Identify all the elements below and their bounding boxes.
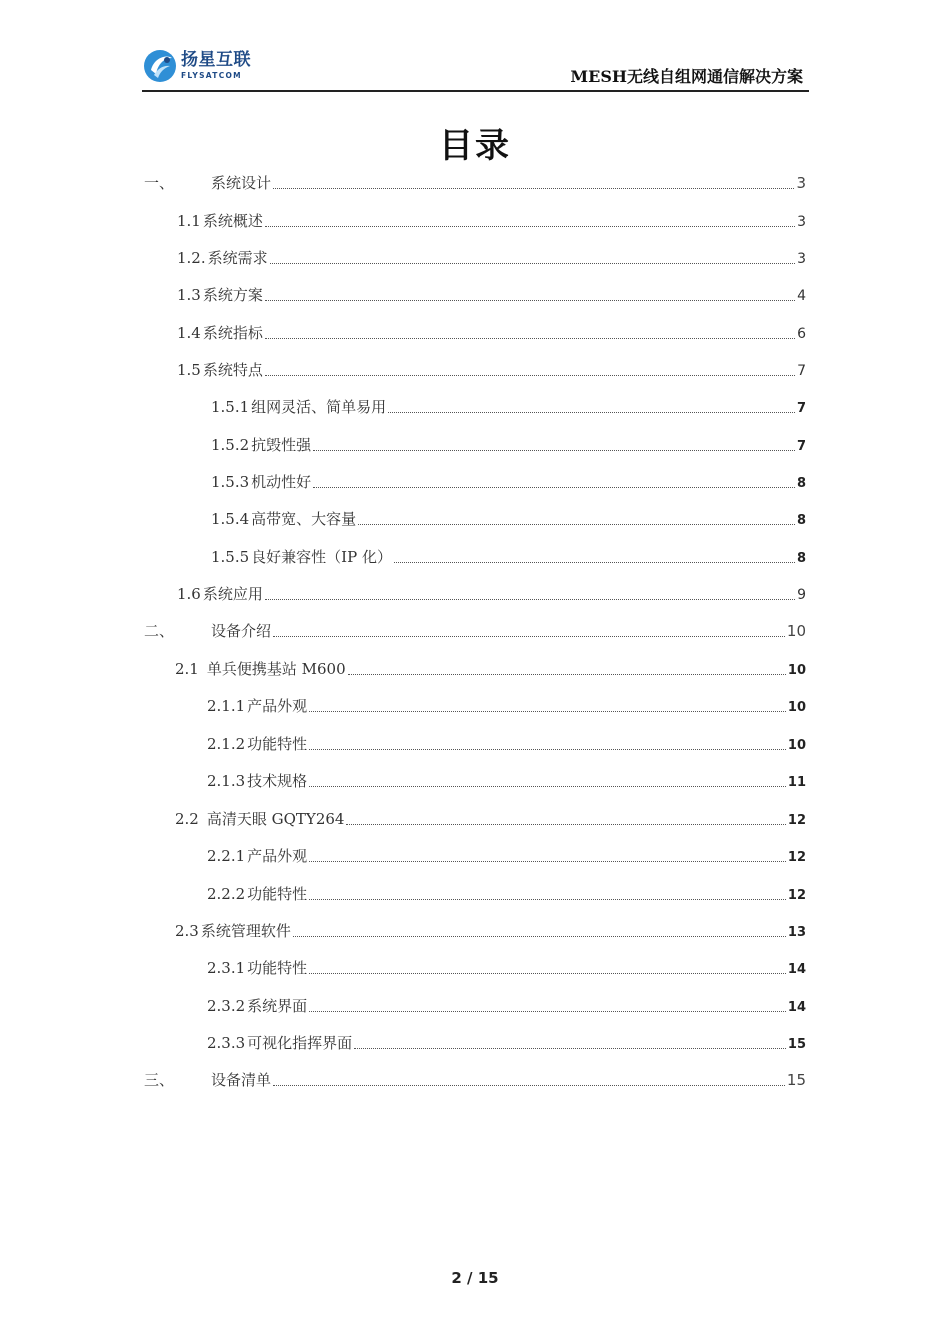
logo-english-text: FLYSATCOM [181, 71, 242, 81]
toc-dot-leader [309, 860, 786, 862]
toc-dot-leader [309, 710, 786, 712]
toc-entry[interactable] [175, 658, 806, 680]
toc-entry[interactable] [207, 695, 806, 717]
toc-dot-leader [388, 411, 795, 413]
toc-entry[interactable] [144, 1069, 806, 1091]
toc-entry-number: 2.2.1 [207, 847, 246, 865]
toc-entry-label: 抗毁性强 [251, 436, 312, 454]
toc-entry[interactable] [207, 1032, 806, 1054]
toc-dot-leader [265, 337, 795, 339]
toc-entry[interactable] [211, 396, 806, 418]
toc-entry-number: 2.1 [175, 660, 199, 678]
toc-dot-leader [293, 935, 786, 937]
toc-entry-page: 15 [786, 1071, 806, 1089]
toc-dot-leader [309, 898, 786, 900]
toc-entry-label: 产品外观 [247, 697, 308, 715]
toc-dot-leader [354, 1047, 786, 1049]
toc-entry-page: 8 [796, 551, 806, 566]
page-header [142, 44, 809, 92]
toc-entry-page: 12 [787, 850, 806, 865]
toc-dot-leader [273, 187, 794, 189]
toc-entry-number: 2.1.3 [207, 772, 246, 790]
toc-entry-number: 2.3.3 [207, 1034, 246, 1052]
toc-entry-label: 高带宽、大容量 [251, 510, 357, 528]
toc-entry-page: 10 [787, 663, 806, 678]
toc-entry[interactable] [211, 434, 806, 456]
toc-entry-page: 8 [796, 513, 806, 528]
toc-entry-number: 2.2.2 [207, 885, 246, 903]
toc-entry-number: 1.3 [177, 286, 201, 304]
toc-dot-leader [309, 748, 786, 750]
toc-entry[interactable] [177, 284, 806, 306]
logo-chinese-text: 扬星互联 [181, 50, 251, 71]
toc-entry-page: 3 [796, 174, 806, 192]
toc-entry-label: 可视化指挥界面 [247, 1034, 353, 1052]
toc-entry[interactable] [175, 808, 806, 830]
toc-entry-page: 7 [797, 363, 806, 379]
toc-entry-number: 1.1 [177, 212, 201, 230]
toc-entry-page: 6 [797, 326, 806, 342]
toc-entry-label: 系统设计 [211, 174, 272, 192]
toc-entry-label: 系统管理软件 [200, 922, 291, 940]
toc-dot-leader [309, 785, 786, 787]
toc-entry-number: 1.5 [177, 361, 201, 379]
toc-entry[interactable] [177, 322, 806, 344]
toc-entry-label: 高清天眼 GQTY264 [206, 810, 345, 828]
page-separator: / [467, 1269, 473, 1287]
document-title: MESH无线自组网通信解决方案 [570, 67, 803, 86]
toc-entry-page: 15 [787, 1037, 806, 1052]
toc-entry-page: 9 [797, 587, 806, 603]
toc-entry-label: 组网灵活、简单易用 [251, 398, 387, 416]
toc-entry-number: 一、 [144, 174, 175, 192]
toc-entry-number: 1.4 [177, 324, 201, 342]
toc-entry-number: 1.5.2 [211, 436, 250, 454]
toc-entry-number: 1.5.5 [211, 548, 250, 566]
toc-entry-label: 技术规格 [247, 772, 308, 790]
toc-dot-leader [313, 486, 795, 488]
toc-entry-number: 2.3 [175, 922, 199, 940]
toc-entry-label: 系统概述 [202, 212, 263, 230]
toc-entry[interactable] [177, 247, 806, 269]
toc-entry-page: 4 [797, 288, 806, 304]
toc-entry-page: 12 [787, 813, 806, 828]
current-page-number: 2 [451, 1269, 462, 1287]
toc-entry-label: 设备清单 [211, 1071, 272, 1089]
toc-entry[interactable] [211, 471, 806, 493]
toc-entry-number: 1.5.3 [211, 473, 250, 491]
toc-dot-leader [394, 561, 795, 563]
toc-dot-leader [265, 225, 795, 227]
toc-entry-label: 功能特性 [247, 735, 308, 753]
toc-entry-number: 2.1.1 [207, 697, 246, 715]
toc-entry-label: 机动性好 [251, 473, 312, 491]
toc-entry-number: 2.1.2 [207, 735, 246, 753]
toc-entry[interactable] [211, 546, 806, 568]
toc-dot-leader [265, 598, 795, 600]
toc-entry-label: 设备介绍 [211, 622, 272, 640]
toc-entry-label: 系统特点 [202, 361, 263, 379]
toc-dot-leader [346, 823, 785, 825]
toc-entry[interactable] [207, 845, 806, 867]
toc-dot-leader [309, 972, 786, 974]
toc-entry-label: 系统需求 [207, 249, 268, 267]
toc-dot-leader [270, 262, 795, 264]
toc-entry-page: 11 [787, 775, 806, 790]
toc-entry-page: 7 [796, 439, 806, 454]
toc-entry-label: 单兵便携基站 M600 [206, 660, 346, 678]
toc-entry-page: 10 [786, 622, 806, 640]
toc-heading: 目录 [439, 126, 511, 166]
toc-entry[interactable] [177, 583, 806, 605]
toc-entry[interactable] [211, 508, 806, 530]
toc-entry[interactable] [144, 620, 806, 642]
toc-entry-number: 1.5.1 [211, 398, 250, 416]
toc-entry-page: 14 [787, 962, 806, 977]
toc-entry[interactable] [177, 210, 806, 232]
toc-entry-number: 2.3.2 [207, 997, 246, 1015]
company-logo [142, 48, 251, 84]
toc-entry-page: 13 [787, 925, 806, 940]
toc-entry-page: 10 [787, 738, 806, 753]
toc-entry-label: 功能特性 [247, 959, 308, 977]
toc-entry[interactable] [144, 172, 806, 194]
toc-entry-number: 2.2 [175, 810, 199, 828]
toc-entry-label: 系统方案 [202, 286, 263, 304]
toc-entry-page: 12 [787, 888, 806, 903]
toc-entry-page: 7 [796, 401, 806, 416]
toc-dot-leader [265, 374, 795, 376]
toc-entry[interactable] [207, 733, 806, 755]
toc-entry[interactable] [207, 995, 806, 1017]
toc-entry-label: 系统指标 [202, 324, 263, 342]
toc-entry-number: 1.2. [177, 249, 206, 267]
toc-entry-label: 良好兼容性（IP 化） [251, 548, 392, 566]
toc-dot-leader [313, 449, 795, 451]
toc-entry-page: 3 [797, 251, 806, 267]
toc-dot-leader [309, 1010, 786, 1012]
toc-entry-label: 产品外观 [247, 847, 308, 865]
toc-entry-label: 系统应用 [202, 585, 263, 603]
toc-dot-leader [273, 635, 785, 637]
logo-icon [142, 48, 178, 84]
toc-entry-page: 3 [797, 214, 806, 230]
toc-entry-label: 功能特性 [247, 885, 308, 903]
total-pages: 15 [477, 1269, 499, 1287]
toc-entry-number: 1.5.4 [211, 510, 250, 528]
toc-entry-number: 2.3.1 [207, 959, 246, 977]
toc-entry[interactable] [177, 359, 806, 381]
page-number [0, 1269, 950, 1287]
toc-entry[interactable] [207, 957, 806, 979]
toc-dot-leader [273, 1084, 785, 1086]
toc-dot-leader [348, 673, 786, 675]
toc-entry[interactable] [207, 883, 806, 905]
toc-entry-page: 10 [787, 700, 806, 715]
toc-dot-leader [265, 299, 795, 301]
toc-entry-number: 1.6 [177, 585, 201, 603]
toc-entry-label: 系统界面 [247, 997, 308, 1015]
toc-entry-page: 14 [787, 1000, 806, 1015]
toc-dot-leader [358, 523, 795, 525]
toc-entry-number: 二、 [144, 622, 175, 640]
toc-entry[interactable] [175, 920, 806, 942]
toc-entry[interactable] [207, 770, 806, 792]
toc-entry-number: 三、 [144, 1071, 175, 1089]
toc-entry-page: 8 [796, 476, 806, 491]
